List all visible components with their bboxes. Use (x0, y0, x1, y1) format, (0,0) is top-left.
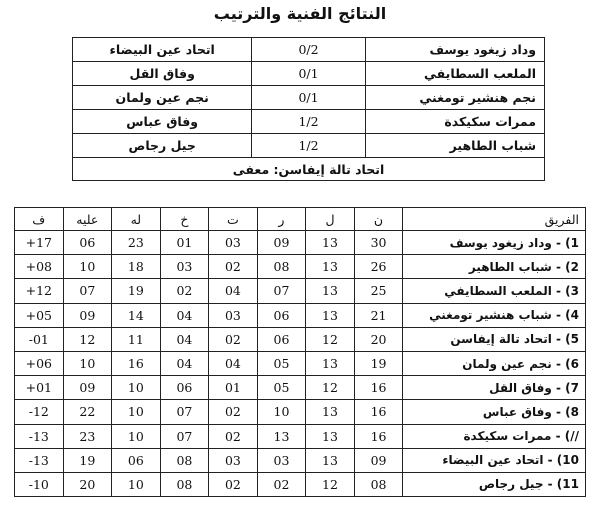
result-away-team: جيل رجاص (73, 134, 252, 158)
standing-drawn: 04 (209, 279, 258, 303)
standing-team: 7) - وفاق القل (403, 376, 586, 400)
standing-won: 06 (257, 327, 306, 351)
standing-drawn: 02 (209, 472, 258, 496)
standing-lost: 06 (160, 376, 209, 400)
standing-played: 13 (306, 351, 355, 375)
standing-won: 09 (257, 231, 306, 255)
standing-drawn: 03 (209, 231, 258, 255)
standing-won: 05 (257, 351, 306, 375)
standing-diff: 08+ (15, 255, 64, 279)
standing-lost: 07 (160, 424, 209, 448)
standing-goals-for: 10 (112, 376, 161, 400)
standing-diff: 05+ (15, 303, 64, 327)
table-row (15, 351, 586, 375)
standing-goals-for: 06 (112, 448, 161, 472)
standing-drawn: 03 (209, 448, 258, 472)
result-row (73, 38, 545, 62)
standing-drawn: 02 (209, 400, 258, 424)
standing-lost: 04 (160, 327, 209, 351)
table-row (15, 231, 586, 255)
standing-diff: 13- (15, 448, 64, 472)
standing-lost: 02 (160, 279, 209, 303)
standing-lost: 01 (160, 231, 209, 255)
standing-goals-for: 10 (112, 424, 161, 448)
result-away-team: نجم عين ولمان (73, 86, 252, 110)
standing-played: 13 (306, 400, 355, 424)
standing-diff: 06+ (15, 351, 64, 375)
standing-drawn: 02 (209, 327, 258, 351)
standing-points: 08 (354, 472, 403, 496)
standing-goals-against: 19 (63, 448, 112, 472)
standing-goals-against: 12 (63, 327, 112, 351)
standing-team: 6) - نجم عين ولمان (403, 351, 586, 375)
standing-won: 05 (257, 376, 306, 400)
standing-points: 19 (354, 351, 403, 375)
standing-lost: 03 (160, 255, 209, 279)
standing-won: 07 (257, 279, 306, 303)
result-row (73, 134, 545, 158)
header-goals-against: عليه (63, 208, 112, 231)
standing-played: 13 (306, 255, 355, 279)
standing-goals-against: 22 (63, 400, 112, 424)
standing-goals-against: 09 (63, 303, 112, 327)
standing-diff: 10- (15, 472, 64, 496)
standing-team: 4) - شباب هنشير تومغني (403, 303, 586, 327)
standing-team: 1) - وداد زيغود يوسف (403, 231, 586, 255)
table-row (15, 472, 586, 496)
standing-drawn: 03 (209, 303, 258, 327)
result-row (73, 86, 545, 110)
standing-lost: 04 (160, 303, 209, 327)
standing-goals-against: 09 (63, 376, 112, 400)
standing-played: 13 (306, 303, 355, 327)
standing-diff: 12- (15, 400, 64, 424)
standing-played: 13 (306, 448, 355, 472)
standing-drawn: 04 (209, 351, 258, 375)
standing-goals-against: 23 (63, 424, 112, 448)
standing-diff: 13- (15, 424, 64, 448)
standing-goals-for: 23 (112, 231, 161, 255)
result-score: 0/1 (252, 86, 365, 110)
standings-header-row (15, 208, 586, 231)
table-row (15, 448, 586, 472)
standing-points: 25 (354, 279, 403, 303)
standing-points: 20 (354, 327, 403, 351)
result-away-team: اتحاد عين البيضاء (73, 38, 252, 62)
standing-won: 02 (257, 472, 306, 496)
standing-team: 11) - جيل رجاص (403, 472, 586, 496)
standing-points: 26 (354, 255, 403, 279)
standing-lost: 04 (160, 351, 209, 375)
standing-drawn: 02 (209, 255, 258, 279)
table-row (15, 279, 586, 303)
header-won: ر (257, 208, 306, 231)
table-row (15, 327, 586, 351)
standing-won: 08 (257, 255, 306, 279)
standing-points: 16 (354, 400, 403, 424)
standing-won: 06 (257, 303, 306, 327)
standing-team: 10) - اتحاد عين البيضاء (403, 448, 586, 472)
result-score: 0/2 (252, 38, 365, 62)
header-played: ل (306, 208, 355, 231)
standing-drawn: 01 (209, 376, 258, 400)
standing-points: 21 (354, 303, 403, 327)
standing-goals-for: 14 (112, 303, 161, 327)
result-away-team: وفاق عباس (73, 110, 252, 134)
standing-played: 13 (306, 279, 355, 303)
standing-goals-for: 16 (112, 351, 161, 375)
standing-goals-against: 07 (63, 279, 112, 303)
standing-drawn: 02 (209, 424, 258, 448)
standing-played: 13 (306, 424, 355, 448)
result-away-team: وفاق القل (73, 62, 252, 86)
standing-diff: 01- (15, 327, 64, 351)
result-score: 1/2 (252, 134, 365, 158)
standing-goals-for: 19 (112, 279, 161, 303)
standing-points: 30 (354, 231, 403, 255)
result-home-team: ممرات سكيكدة (365, 110, 544, 134)
header-points: ن (354, 208, 403, 231)
standing-goals-against: 10 (63, 351, 112, 375)
exempt-note: اتحاد تالة إيفاسن: معفى (73, 158, 545, 181)
standing-team: 2) - شباب الطاهير (403, 255, 586, 279)
standing-diff: 01+ (15, 376, 64, 400)
result-score: 1/2 (252, 110, 365, 134)
standing-lost: 08 (160, 448, 209, 472)
result-home-team: شباب الطاهير (365, 134, 544, 158)
exempt-row (73, 158, 545, 181)
standing-goals-for: 11 (112, 327, 161, 351)
header-drawn: ت (209, 208, 258, 231)
standing-won: 10 (257, 400, 306, 424)
standing-played: 12 (306, 472, 355, 496)
standing-diff: 12+ (15, 279, 64, 303)
result-row (73, 110, 545, 134)
standing-played: 12 (306, 327, 355, 351)
table-row (15, 303, 586, 327)
standing-points: 16 (354, 424, 403, 448)
standing-played: 13 (306, 231, 355, 255)
standing-goals-against: 20 (63, 472, 112, 496)
header-lost: خ (160, 208, 209, 231)
header-goals-for: له (112, 208, 161, 231)
standing-goals-against: 10 (63, 255, 112, 279)
standing-won: 13 (257, 424, 306, 448)
standing-diff: 17+ (15, 231, 64, 255)
standing-won: 03 (257, 448, 306, 472)
table-row (15, 424, 586, 448)
standings-table (14, 207, 586, 497)
header-diff: ف (15, 208, 64, 231)
standing-points: 09 (354, 448, 403, 472)
standing-lost: 07 (160, 400, 209, 424)
table-row (15, 255, 586, 279)
standing-goals-for: 10 (112, 472, 161, 496)
standing-played: 12 (306, 376, 355, 400)
standing-points: 16 (354, 376, 403, 400)
header-team: الفريق (403, 208, 586, 231)
result-home-team: وداد زيغود يوسف (365, 38, 544, 62)
standing-goals-against: 06 (63, 231, 112, 255)
standing-team: 8) - وفاق عباس (403, 400, 586, 424)
standing-team: //) - ممرات سكيكدة (403, 424, 586, 448)
result-score: 0/1 (252, 62, 365, 86)
standing-lost: 08 (160, 472, 209, 496)
standing-team: 5) - اتحاد تالة إيفاسن (403, 327, 586, 351)
table-row (15, 400, 586, 424)
standing-team: 3) - الملعب السطايفي (403, 279, 586, 303)
result-home-team: الملعب السطايفي (365, 62, 544, 86)
table-row (15, 376, 586, 400)
result-row (73, 62, 545, 86)
page-title: النتائج الفنية والترتيب (213, 4, 387, 23)
standing-goals-for: 10 (112, 400, 161, 424)
result-home-team: نجم هنشير تومغني (365, 86, 544, 110)
standing-goals-for: 18 (112, 255, 161, 279)
results-table (72, 37, 545, 181)
